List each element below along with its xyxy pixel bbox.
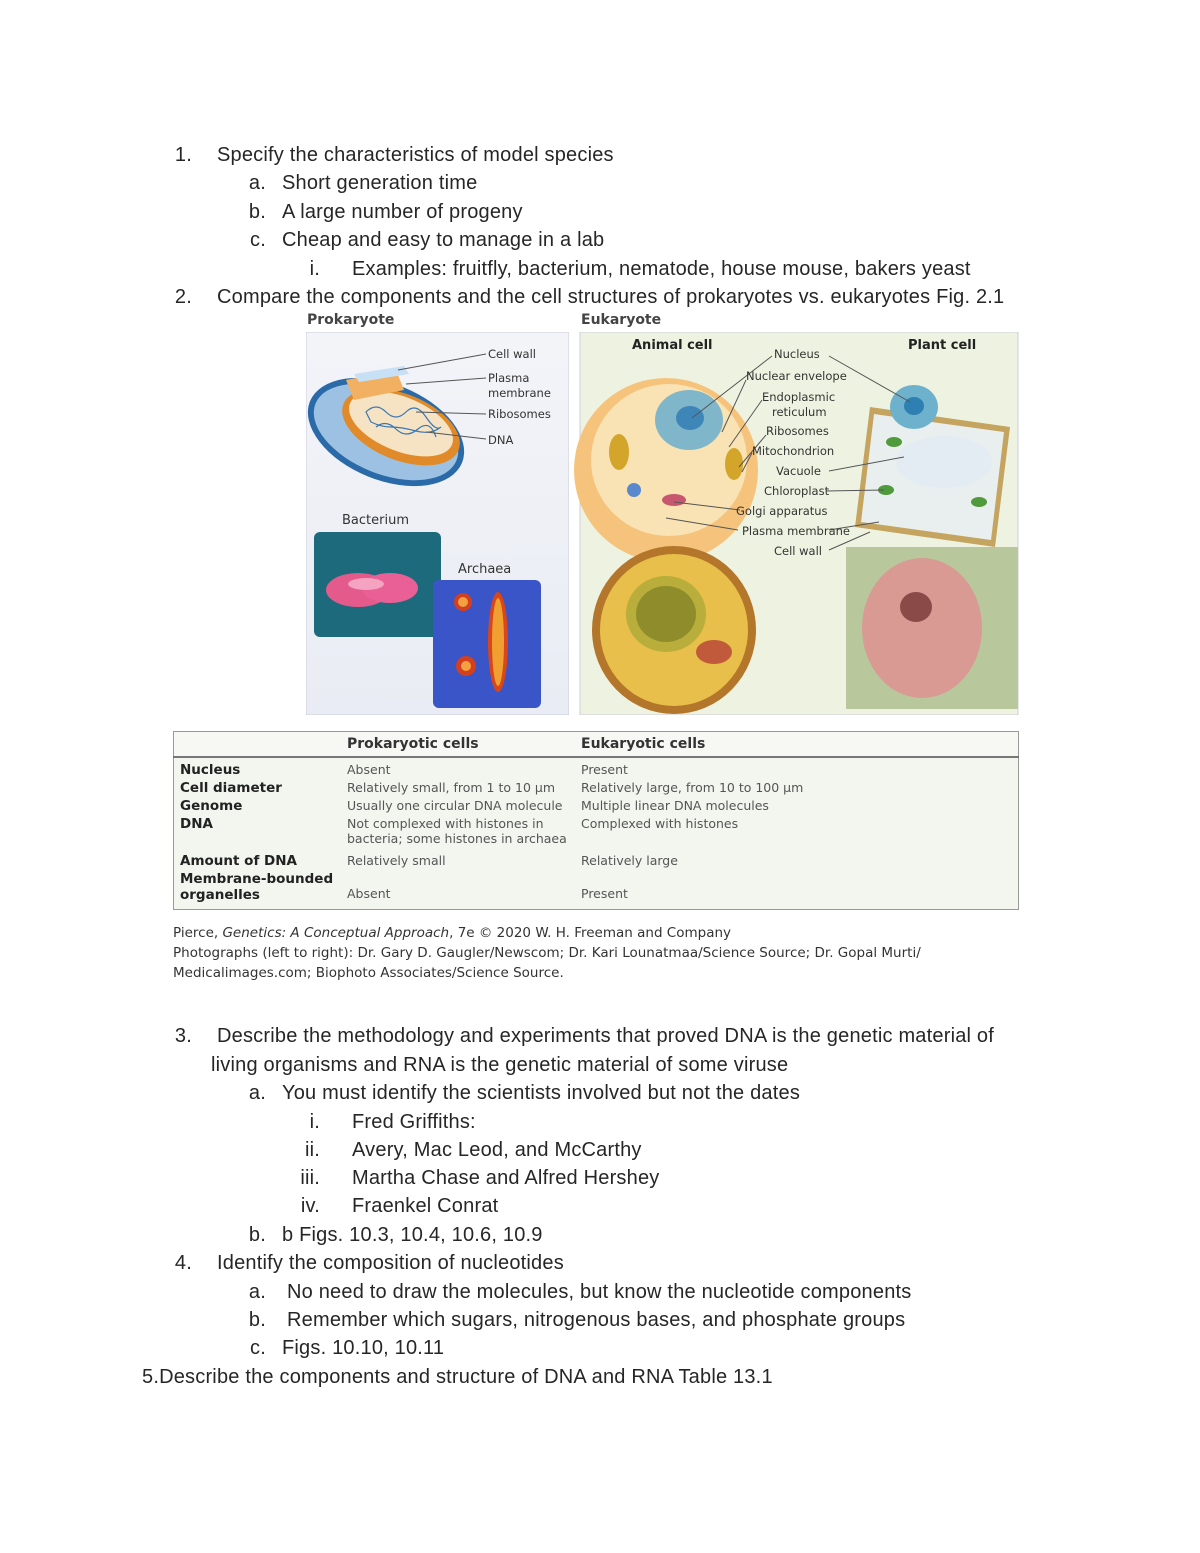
q3-sub-i-mark: i. <box>309 1111 320 1133</box>
q3-a-mark: a. <box>248 1082 266 1104</box>
bacterium-photo <box>314 532 441 637</box>
q1-sub-mark: i. <box>309 258 320 280</box>
label-cell-wall-euk: Cell wall <box>774 544 822 558</box>
cell-dna-pro <box>341 815 575 847</box>
credit-line-1 <box>173 925 731 941</box>
cell-genome-eu: Multiple linear DNA molecules <box>581 798 769 813</box>
label-ribosomes-euk: Ribosomes <box>766 424 829 438</box>
row-label-dna: DNA <box>180 816 213 832</box>
table-row <box>174 870 1019 910</box>
q3-sub-iii-mark: iii. <box>300 1167 320 1189</box>
q1-c-mark: c. <box>250 229 266 251</box>
animal-cell-diagram <box>574 378 758 562</box>
q1-a-mark: a. <box>248 172 266 194</box>
row-label-genome: Genome <box>180 798 243 814</box>
q4-a-mark: a. <box>248 1281 266 1303</box>
comparison-table <box>173 731 1019 910</box>
cell-diameter-pro: Relatively small, from 1 to 10 µm <box>347 780 556 795</box>
label-plasma: Plasma <box>488 371 530 385</box>
label-ribosomes: Ribosomes <box>488 407 551 421</box>
q4-c-mark: c. <box>250 1337 266 1359</box>
q4-c-text: Figs. 10.10, 10.11 <box>282 1337 445 1359</box>
q3-b-mark: b. <box>248 1224 266 1246</box>
cell-dna-eu: Complexed with histones <box>581 816 739 831</box>
cell-amount-pro: Relatively small <box>347 853 446 868</box>
eukaryote-title: Eukaryote <box>581 312 662 328</box>
cell-dna-pro-line1: Not complexed with histones in <box>347 816 544 831</box>
label-plasma-membrane-euk: Plasma membrane <box>742 524 850 538</box>
label-cell-wall: Cell wall <box>488 347 536 361</box>
q3-sub-iv-mark: iv. <box>300 1195 320 1217</box>
label-nucleus: Nucleus <box>774 347 820 361</box>
q4-b-mark: b. <box>248 1309 266 1331</box>
q3-b-text: b Figs. 10.3, 10.4, 10.6, 10.9 <box>282 1224 543 1246</box>
q4-a-text: No need to draw the molecules, but know the nucleotide components <box>287 1281 912 1303</box>
q3-text-line2: living organisms and RNA is the genetic material of some viruse <box>211 1054 789 1076</box>
cell-dna-pro-line2: bacteria; some histones in archaea <box>347 831 567 846</box>
table-header-empty <box>174 732 342 758</box>
table-row <box>174 847 1019 870</box>
animal-cell-photo <box>592 546 756 714</box>
q1-number: 1. <box>174 144 192 166</box>
cell-nucleus-pro: Absent <box>347 762 391 777</box>
q3-sub-ii-text: Avery, Mac Leod, and McCarthy <box>352 1139 642 1161</box>
cell-organelles-pro: Absent <box>347 886 391 901</box>
q2-text: Compare the components and the cell structures of prokaryotes vs. eukaryotes Fig. 2.1 <box>217 286 1005 308</box>
label-golgi: Golgi apparatus <box>736 504 828 518</box>
credit-line-3: Medicalimages.com; Biophoto Associates/Science Source. <box>173 965 564 981</box>
q3-sub-i-text: Fred Griffiths: <box>352 1111 476 1133</box>
cell-diameter-eu: Relatively large, from 10 to 100 µm <box>581 780 804 795</box>
q1-b-text: A large number of progeny <box>282 201 523 223</box>
table-row <box>174 757 1019 779</box>
credit-author: Pierce, <box>173 925 223 941</box>
prokaryote-panel <box>306 332 569 715</box>
table-row <box>174 815 1019 847</box>
prokaryote-title: Prokaryote <box>307 312 395 328</box>
cell-amount-eu: Relatively large <box>581 853 678 868</box>
q3-sub-iii-text: Martha Chase and Alfred Hershey <box>352 1167 660 1189</box>
bacterium-label: Bacterium <box>342 513 409 528</box>
q3-sub-iv-text: Fraenkel Conrat <box>352 1195 499 1217</box>
label-chloroplast: Chloroplast <box>764 484 830 498</box>
plant-cell-photo <box>846 547 1018 709</box>
q3-text: Describe the methodology and experiments that proved DNA is the genetic material of <box>217 1025 995 1047</box>
row-label-organelles-line1: Membrane-bounded <box>180 871 334 887</box>
row-label-organelles <box>174 870 342 910</box>
q4-text: Identify the composition of nucleotides <box>217 1252 564 1274</box>
label-reticulum: reticulum <box>772 405 827 419</box>
credit-publisher: , 7e © 2020 W. H. Freeman and Company <box>449 925 732 941</box>
label-mitochondrion: Mitochondrion <box>752 444 835 458</box>
q1-sub-text: Examples: fruitfly, bacterium, nematode, house mouse, bakers yeast <box>352 258 971 280</box>
credit-book-title: Genetics: A Conceptual Approach <box>222 925 450 941</box>
q3-a-text: You must identify the scientists involved but not the dates <box>282 1082 801 1104</box>
plant-cell-title: Plant cell <box>908 338 977 353</box>
q1-b-mark: b. <box>248 201 266 223</box>
label-nuclear-envelope: Nuclear envelope <box>746 369 847 383</box>
row-label-amount-dna: Amount of DNA <box>180 853 297 869</box>
q3-number: 3. <box>174 1025 192 1047</box>
q1-a-text: Short generation time <box>282 172 478 194</box>
credit-line-2: Photographs (left to right): Dr. Gary D. Gaugler/Newscom; Dr. Kari Lounatmaa/Science Source; Dr. Gopal Murti/ <box>173 945 921 961</box>
table-header-prokaryotic: Prokaryotic cells <box>341 732 575 758</box>
q4-number: 4. <box>174 1252 192 1274</box>
table-row <box>174 779 1019 797</box>
q1-c-text: Cheap and easy to manage in a lab <box>282 229 605 251</box>
table-header-eukaryotic: Eukaryotic cells <box>575 732 1019 758</box>
q2-number: 2. <box>174 286 192 308</box>
row-label-cell-diameter: Cell diameter <box>180 780 282 796</box>
q1-text: Specify the characteristics of model species <box>217 144 614 166</box>
q4-b-text: Remember which sugars, nitrogenous bases, and phosphate groups <box>287 1309 906 1331</box>
q5-text: 5.Describe the components and structure of DNA and RNA Table 13.1 <box>142 1366 773 1388</box>
eukaryote-panel <box>574 332 1032 715</box>
label-vacuole: Vacuole <box>776 464 821 478</box>
row-label-nucleus: Nucleus <box>180 762 241 778</box>
table-row <box>174 797 1019 815</box>
label-membrane: membrane <box>488 386 551 400</box>
row-label-organelles-line2: organelles <box>180 887 260 903</box>
cell-nucleus-eu: Present <box>581 762 628 777</box>
archaea-photo <box>433 580 541 708</box>
cell-genome-pro: Usually one circular DNA molecule <box>347 798 563 813</box>
label-dna: DNA <box>488 433 514 447</box>
label-endoplasmic: Endoplasmic <box>762 390 836 404</box>
q3-sub-ii-mark: ii. <box>304 1139 320 1161</box>
animal-cell-title: Animal cell <box>632 338 713 353</box>
cell-organelles-eu: Present <box>581 886 628 901</box>
archaea-label: Archaea <box>458 562 512 577</box>
table-header-row <box>174 732 1019 758</box>
